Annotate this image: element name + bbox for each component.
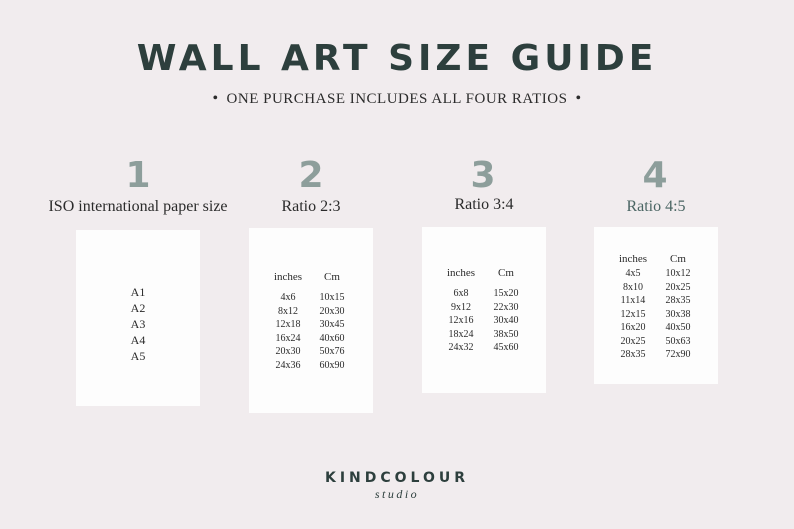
size-cell: 24x36	[275, 359, 301, 371]
iso-size-card	[76, 230, 200, 406]
iso-size-item: A2	[130, 301, 146, 315]
iso-size-list	[76, 284, 200, 364]
cm-header: Cm	[324, 271, 340, 283]
size-cell: 20x25	[620, 335, 646, 347]
size-cell: 8x10	[623, 281, 643, 293]
cm-header: Cm	[670, 253, 686, 265]
size-cell: 60x90	[319, 359, 345, 371]
size-cell: 10x12	[665, 268, 691, 279]
size-cell: 9x12	[451, 301, 471, 313]
size-cell: 30x45	[319, 319, 345, 330]
size-cell: 6x8	[453, 288, 469, 299]
size-cell: 50x63	[665, 335, 691, 347]
ratio-4-5-card	[594, 227, 718, 384]
size-cell: 20x30	[319, 305, 345, 317]
size-cell: 4x5	[625, 268, 641, 279]
size-cell: 15x20	[493, 288, 519, 299]
size-cell: 4x6	[280, 292, 296, 303]
size-cell: 12x16	[448, 315, 474, 326]
iso-size-item: A4	[130, 333, 146, 347]
brand-subtitle: studio	[374, 487, 420, 501]
size-table	[594, 253, 718, 373]
size-cell: 22x30	[493, 301, 519, 313]
inches-column	[268, 291, 308, 372]
size-cell: 28x35	[665, 295, 691, 306]
size-cell: 30x40	[493, 315, 519, 326]
column-4-label: Ratio 4:5	[626, 198, 686, 215]
size-table	[422, 267, 546, 367]
inches-column	[613, 267, 653, 362]
size-cell: 38x50	[493, 328, 519, 340]
column-3-number: 3	[470, 155, 496, 196]
column-1-number: 1	[125, 155, 151, 196]
size-cell: 28x35	[620, 349, 646, 360]
page-title: WALL ART SIZE GUIDE	[136, 38, 658, 79]
page-subtitle	[0, 90, 794, 108]
size-cell: 11x14	[620, 295, 646, 306]
size-cell: 40x50	[665, 322, 691, 333]
size-cell: 16x20	[620, 322, 646, 333]
size-cell: 16x24	[275, 332, 301, 344]
size-cell: 10x15	[319, 292, 345, 303]
cm-column	[312, 291, 352, 372]
column-2-label: Ratio 2:3	[281, 198, 341, 215]
size-cell: 8x12	[278, 305, 298, 317]
cm-column	[486, 287, 526, 355]
iso-size-item: A1	[130, 285, 146, 299]
inches-column	[441, 287, 481, 355]
ratio-3-4-card	[422, 227, 546, 393]
size-cell: 20x25	[665, 281, 691, 293]
size-cell: 45x60	[493, 342, 519, 353]
size-cell: 24x32	[448, 342, 474, 353]
size-cell: 30x38	[665, 308, 691, 320]
size-cell: 12x15	[620, 308, 646, 320]
size-cell: 18x24	[448, 328, 474, 340]
cm-header: Cm	[498, 267, 514, 279]
inches-header: inches	[446, 267, 476, 279]
inches-header: inches	[273, 271, 303, 283]
size-table	[249, 271, 373, 391]
column-1-label: ISO international paper size	[48, 198, 228, 215]
size-cell: 20x30	[275, 346, 301, 357]
subtitle-text: ONE PURCHASE INCLUDES ALL FOUR RATIOS	[226, 91, 568, 107]
size-cell: 40x60	[319, 332, 345, 344]
cm-column	[658, 267, 698, 362]
column-4-number: 4	[642, 155, 668, 196]
ratio-2-3-card	[249, 228, 373, 413]
bullet-icon: •	[212, 90, 219, 107]
iso-size-item: A5	[130, 349, 146, 363]
iso-size-item: A3	[130, 317, 146, 331]
size-cell: 12x18	[275, 319, 301, 330]
size-cell: 72x90	[665, 349, 691, 360]
brand-name: KINDCOLOUR	[324, 470, 470, 486]
size-cell: 50x76	[319, 346, 345, 357]
inches-header: inches	[618, 253, 648, 265]
column-2-number: 2	[298, 155, 324, 196]
column-3-label: Ratio 3:4	[454, 196, 514, 213]
bullet-icon: •	[575, 90, 582, 107]
